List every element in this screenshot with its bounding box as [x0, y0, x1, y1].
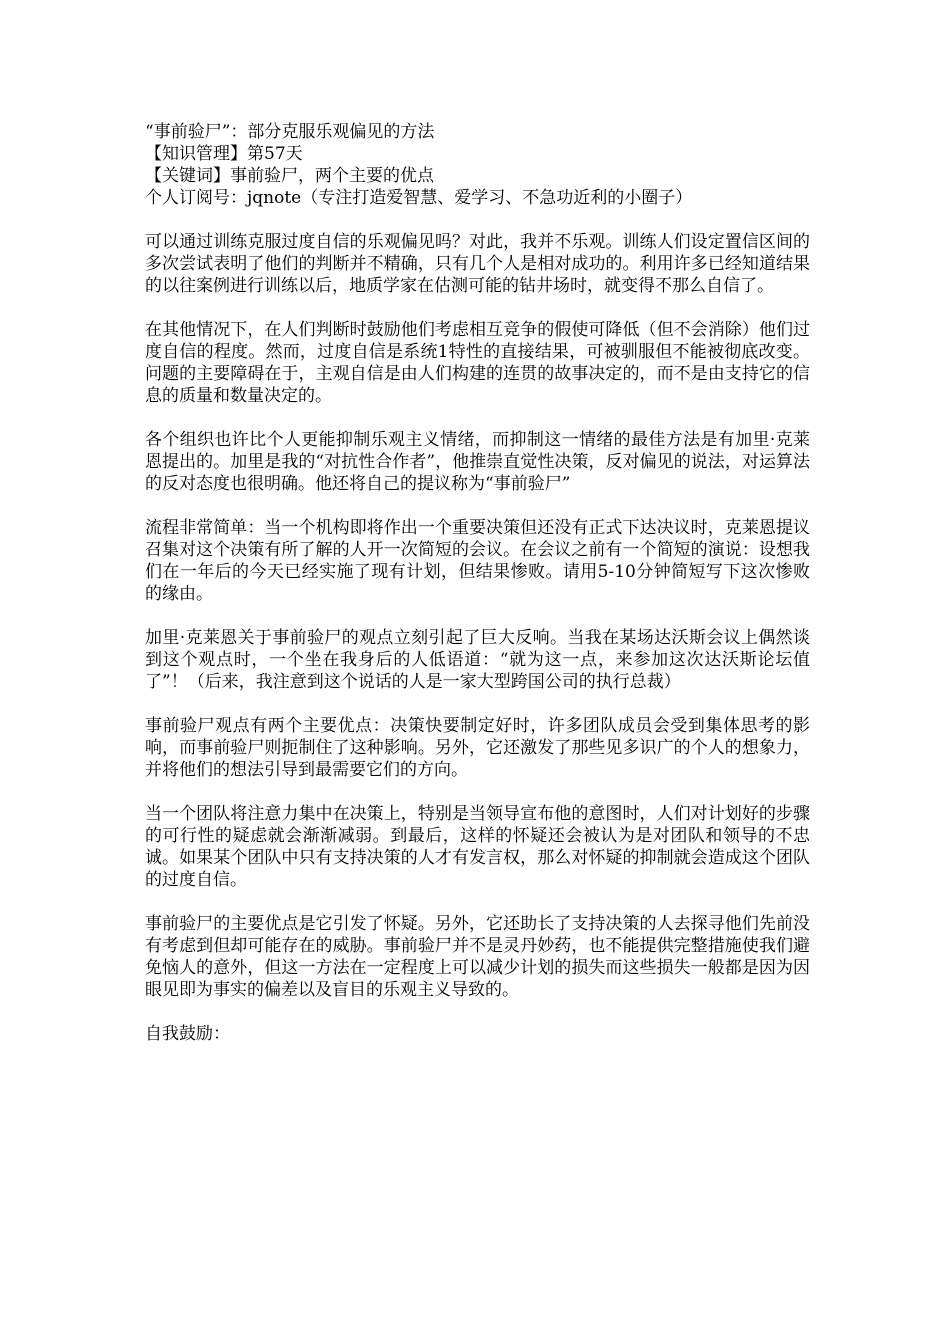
document-page	[145, 121, 810, 1067]
paragraph-text: 加里·克莱恩关于事前验尸的观点立刻引起了巨大反响。当我在某场达沃斯会议上偶然谈到这个观点时，一个坐在我身后的人低语道：“就为这一点，来参加这次达沃斯论坛值了”！（后来，我注意到这个说话的人是一家大型跨国公司的执行总裁）	[145, 628, 810, 692]
paragraph-4	[145, 517, 810, 605]
paragraph-text: 当一个团队将注意力集中在决策上，特别是当领导宣布他的意图时，人们对计划好的步骤的可行性的疑虑就会渐渐减弱。到最后，这样的怀疑还会被认为是对团队和领导的不忠诚。如果某个团队中只有支持决策的人才有发言权，那么对怀疑的抑制就会造成这个团队的过度自信。	[145, 804, 810, 890]
paragraph-text: 自我鼓励：	[145, 1024, 230, 1044]
paragraph-7	[145, 803, 810, 891]
subscription-line: 个人订阅号：jqnote（专注打造爱智慧、爱学习、不急功近利的小圈子）	[145, 188, 693, 208]
paragraph-5	[145, 627, 810, 693]
keywords-line: 【关键词】事前验尸，两个主要的优点	[145, 166, 434, 186]
paragraph-text: 在其他情况下，在人们判断时鼓励他们考虑相互竞争的假使可降低（但不会消除）他们过度自信的程度。然而，过度自信是系统1特性的直接结果，可被驯服但不能被彻底改变。问题的主要障碍在于，主观自信是由人们构建的连贯的故事决定的，而不是由支持它的信息的质量和数量决定的。	[145, 320, 810, 406]
paragraph-9	[145, 1023, 810, 1045]
paragraph-1	[145, 231, 810, 297]
paragraph-text: 流程非常简单：当一个机构即将作出一个重要决策但还没有正式下达决议时，克莱恩提议召集对这个决策有所了解的人开一次简短的会议。在会议之前有一个简短的演说：设想我们在一年后的今天已经实施了现有计划，但结果惨败。请用5-10分钟简短写下这次惨败的缘由。	[145, 518, 810, 604]
paragraph-text: 事前验尸的主要优点是它引发了怀疑。另外，它还助长了支持决策的人去探寻他们先前没有考虑到但却可能存在的威胁。事前验尸并不是灵丹妙药，也不能提供完整措施使我们避免恼人的意外，但这一方法在一定程度上可以减少计划的损失而这些损失一般都是因为因眼见即为事实的偏差以及盲目的乐观主义导致的。	[145, 914, 810, 1000]
paragraph-6	[145, 715, 810, 781]
header-spacer	[145, 209, 810, 231]
category-line: 【知识管理】第57天	[145, 144, 303, 164]
paragraph-3	[145, 429, 810, 495]
article-title: “事前验尸”：部分克服乐观偏见的方法	[145, 122, 435, 142]
paragraph-2	[145, 319, 810, 407]
paragraph-8	[145, 913, 810, 1001]
paragraph-text: 可以通过训练克服过度自信的乐观偏见吗？对此，我并不乐观。训练人们设定置信区间的多次尝试表明了他们的判断并不精确，只有几个人是相对成功的。利用许多已经知道结果的以往案例进行训练以后，地质学家在估测可能的钻井场时，就变得不那么自信了。	[145, 232, 810, 296]
paragraph-text: 事前验尸观点有两个主要优点：决策快要制定好时，许多团队成员会受到集体思考的影响，而事前验尸则扼制住了这种影响。另外，它还激发了那些见多识广的个人的想象力，并将他们的想法引导到最需要它们的方向。	[145, 716, 810, 780]
paragraph-text: 各个组织也许比个人更能抑制乐观主义情绪，而抑制这一情绪的最佳方法是有加里·克莱恩提出的。加里是我的“对抗性合作者”，他推崇直觉性决策，反对偏见的说法，对运算法的反对态度也很明确。他还将自己的提议称为“事前验尸”	[145, 430, 810, 494]
